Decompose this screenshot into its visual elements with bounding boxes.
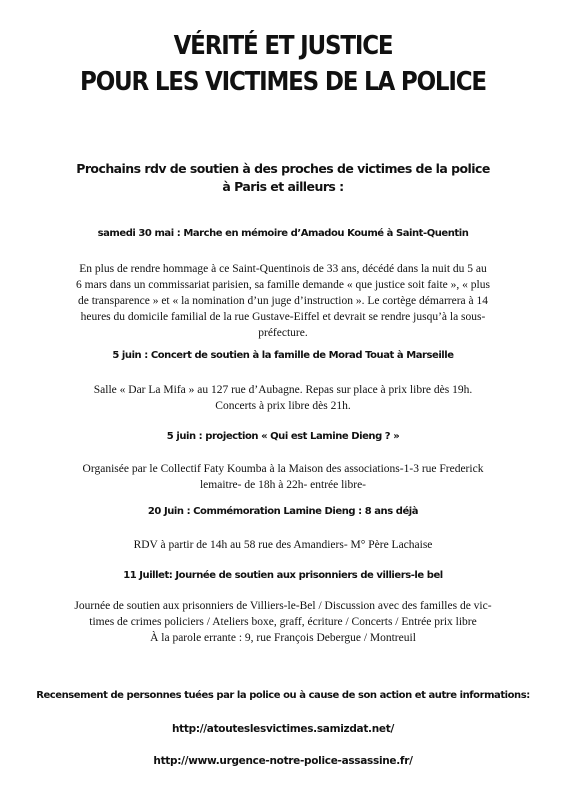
event-body-line: times de crimes policiers / Ateliers boxe, graff, écriture / Concerts / Entrée prix libre xyxy=(89,616,477,628)
subtitle-line-1: Prochains rdv de soutien à des proches de victimes de la police xyxy=(76,161,490,176)
event-body-line: de transparence » et « la nomination d’un juge d’instruction ». Le cortège démarrera à 14 xyxy=(77,295,488,307)
main-title xyxy=(0,28,566,100)
event-body-villiers-le-bel xyxy=(34,598,532,646)
event-heading-projection: 5 juin : projection « Qui est Lamine Dieng ? » xyxy=(166,431,400,442)
event-body-line: Journée de soutien aux prisonniers de Villiers-le-Bel / Discussion avec des familles de vic- xyxy=(74,600,492,612)
event-body-line: En plus de rendre hommage à ce Saint-Quentinois de 33 ans, décédé dans la nuit du 5 au xyxy=(79,263,487,275)
event-heading-amadou-koume: samedi 30 mai : Marche en mémoire d’Amadou Koumé à Saint-Quentin xyxy=(97,228,469,239)
event-heading-villiers-le-bel: 11 Juillet: Journée de soutien aux prisonniers de villiers-le bel xyxy=(123,570,443,581)
main-title-line-2: POUR LES VICTIMES DE LA POLICE xyxy=(80,67,486,97)
event-body-line: Organisée par le Collectif Faty Koumba à la Maison des associations-1-3 rue Frederick xyxy=(82,463,484,475)
event-body-commemoration xyxy=(34,537,532,553)
event-body-line: À la parole errante : 9, rue François Debergue / Montreuil xyxy=(150,632,416,644)
event-heading-morad-touat: 5 juin : Concert de soutien à la famille de Morad Touat à Marseille xyxy=(112,350,454,361)
main-title-line-1: VÉRITÉ ET JUSTICE xyxy=(173,31,393,61)
subtitle xyxy=(0,160,566,196)
event-body-line: heures du domicile familial de la rue Gustave-Eiffel et devrait se rendre jusqu’à la sous- xyxy=(80,311,486,323)
footer-text: Recensement de personnes tuées par la police ou à cause de son action et autre informations: xyxy=(36,690,530,701)
event-body-line: lemaitre- de 18h à 22h- entrée libre- xyxy=(199,479,367,491)
event-body-projection xyxy=(34,461,532,493)
event-body-morad-touat xyxy=(34,382,532,414)
link-atouteslesvictimes[interactable]: http://atouteslesvictimes.samizdat.net/ xyxy=(172,723,394,735)
event-heading-commemoration: 20 Juin : Commémoration Lamine Dieng : 8 ans déjà xyxy=(147,506,419,517)
event-body-line: RDV à partir de 14h au 58 rue des Amandiers- M° Père Lachaise xyxy=(133,539,433,551)
event-body-amadou-koume xyxy=(34,261,532,341)
event-body-line: préfecture. xyxy=(258,327,308,339)
event-body-line: 6 mars dans un commissariat parisien, sa famille demande « que justice soit faite », « plus xyxy=(76,279,490,291)
event-body-line: Salle « Dar La Mifa » au 127 rue d’Aubagne. Repas sur place à prix libre dès 19h. xyxy=(93,384,473,396)
event-body-line: Concerts à prix libre dès 21h. xyxy=(215,400,351,412)
subtitle-line-2: à Paris et ailleurs : xyxy=(222,179,344,194)
link-urgence-notre-police-assassine[interactable]: http://www.urgence-notre-police-assassine.fr/ xyxy=(153,755,413,767)
